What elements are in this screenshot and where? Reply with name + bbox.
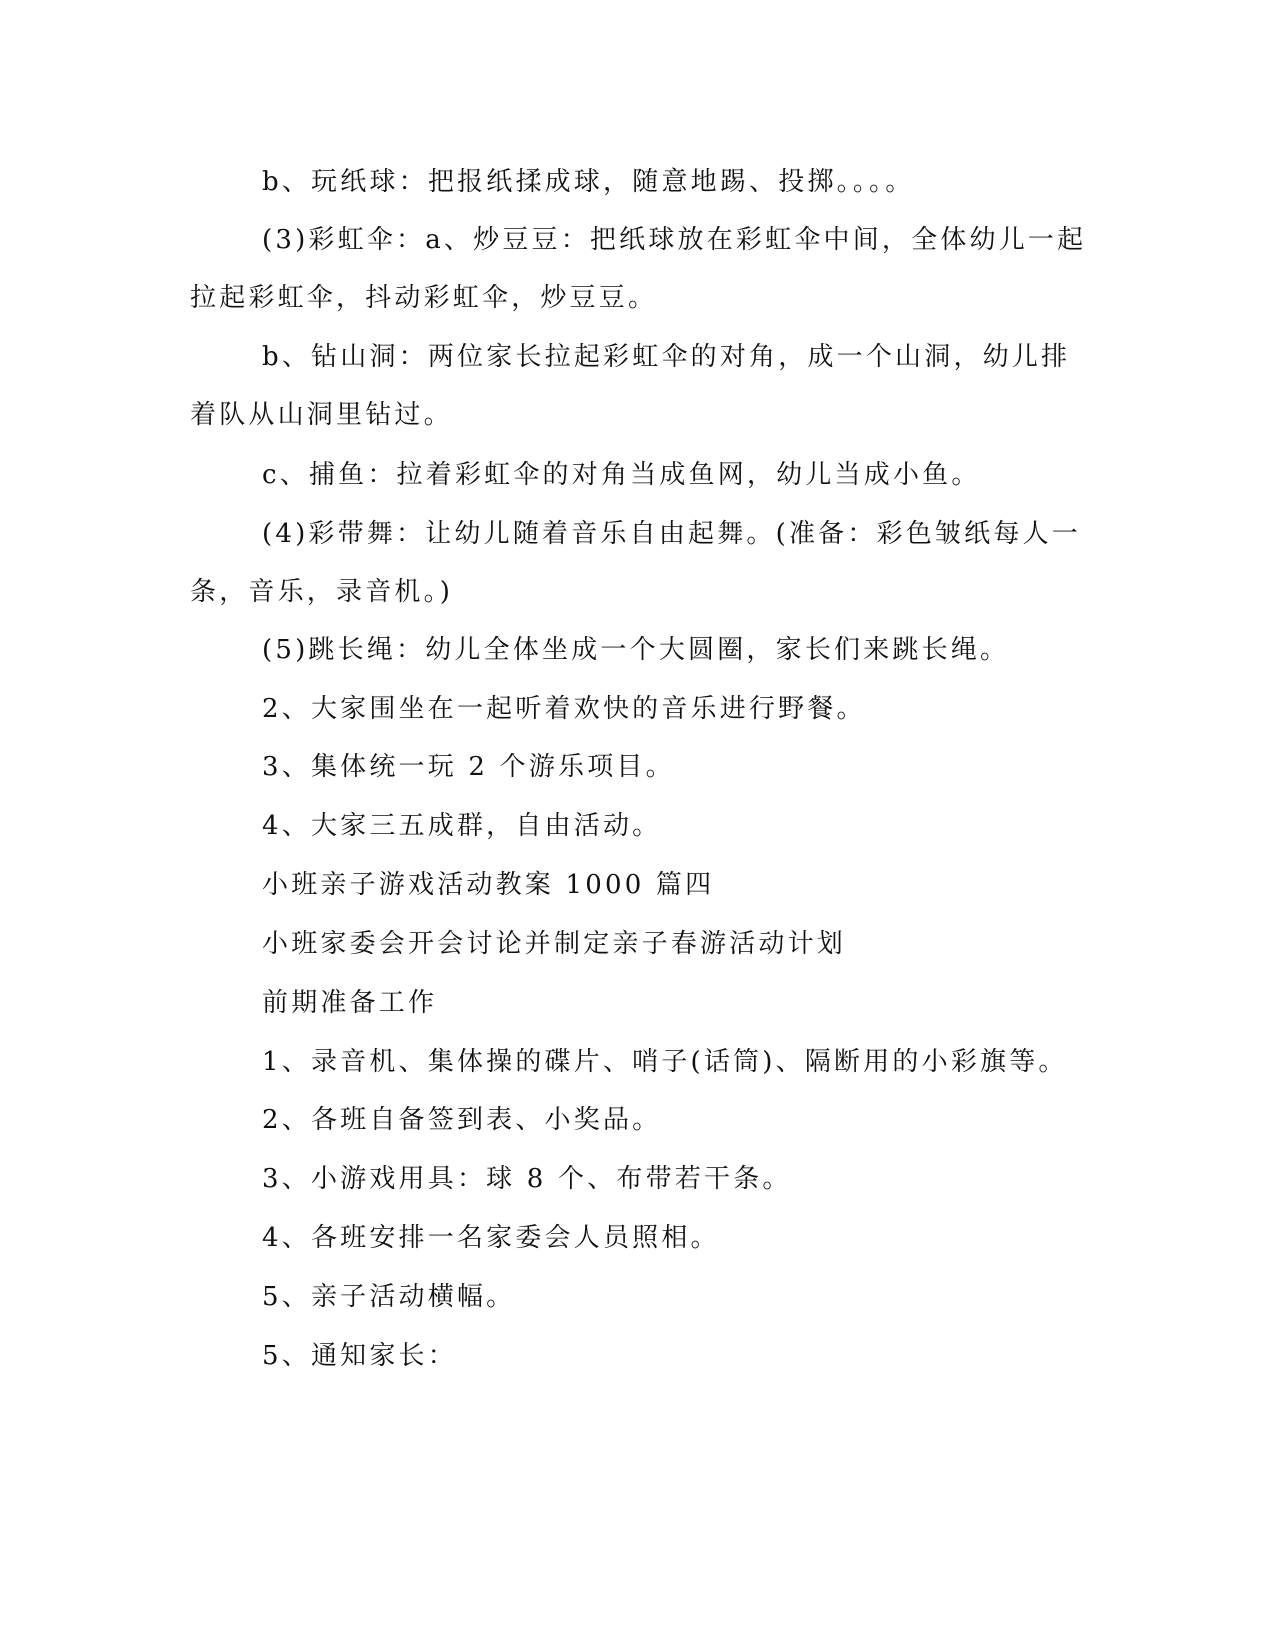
text-line: 着队从山洞里钻过。 xyxy=(190,400,453,430)
text-line: b、钻山洞：两位家长拉起彩虹伞的对角，成一个山洞，幼儿排 xyxy=(262,342,1071,372)
text-line: 4、各班安排一名家委会人员照相。 xyxy=(262,1223,720,1253)
text-line: 5、通知家长： xyxy=(262,1341,457,1371)
text-line: 前期准备工作 xyxy=(262,988,438,1018)
text-line: 条，音乐，录音机。) xyxy=(190,577,454,607)
text-line: 3、小游戏用具：球 8 个、布带若干条。 xyxy=(262,1164,792,1194)
text-line: c、捕鱼：拉着彩虹伞的对角当成鱼网，幼儿当成小鱼。 xyxy=(262,460,981,490)
text-line: 2、大家围坐在一起听着欢快的音乐进行野餐。 xyxy=(262,694,866,724)
text-line: (5)跳长绳：幼儿全体坐成一个大圆圈，家长们来跳长绳。 xyxy=(262,635,1010,665)
text-line: 1、录音机、集体操的碟片、哨子(话筒)、隔断用的小彩旗等。 xyxy=(262,1047,1068,1077)
text-line: 5、亲子活动横幅。 xyxy=(262,1282,516,1312)
text-line: 3、集体统一玩 2 个游乐项目。 xyxy=(262,752,675,782)
text-line: 2、各班自备签到表、小奖品。 xyxy=(262,1105,662,1135)
text-line: 小班家委会开会讨论并制定亲子春游活动计划 xyxy=(262,929,847,959)
text-line: (3)彩虹伞：a、炒豆豆：把纸球放在彩虹伞中间，全体幼儿一起 xyxy=(262,225,1087,255)
text-line: 4、大家三五成群，自由活动。 xyxy=(262,811,662,841)
text-line: b、玩纸球：把报纸揉成球，随意地踢、投掷。。。。 xyxy=(262,167,915,197)
section-heading: 小班亲子游戏活动教案 1000 篇四 xyxy=(262,870,715,900)
text-line: (4)彩带舞：让幼儿随着音乐自由起舞。(准备：彩色皱纸每人一 xyxy=(262,519,1081,549)
text-line: 拉起彩虹伞，抖动彩虹伞，炒豆豆。 xyxy=(190,283,658,313)
